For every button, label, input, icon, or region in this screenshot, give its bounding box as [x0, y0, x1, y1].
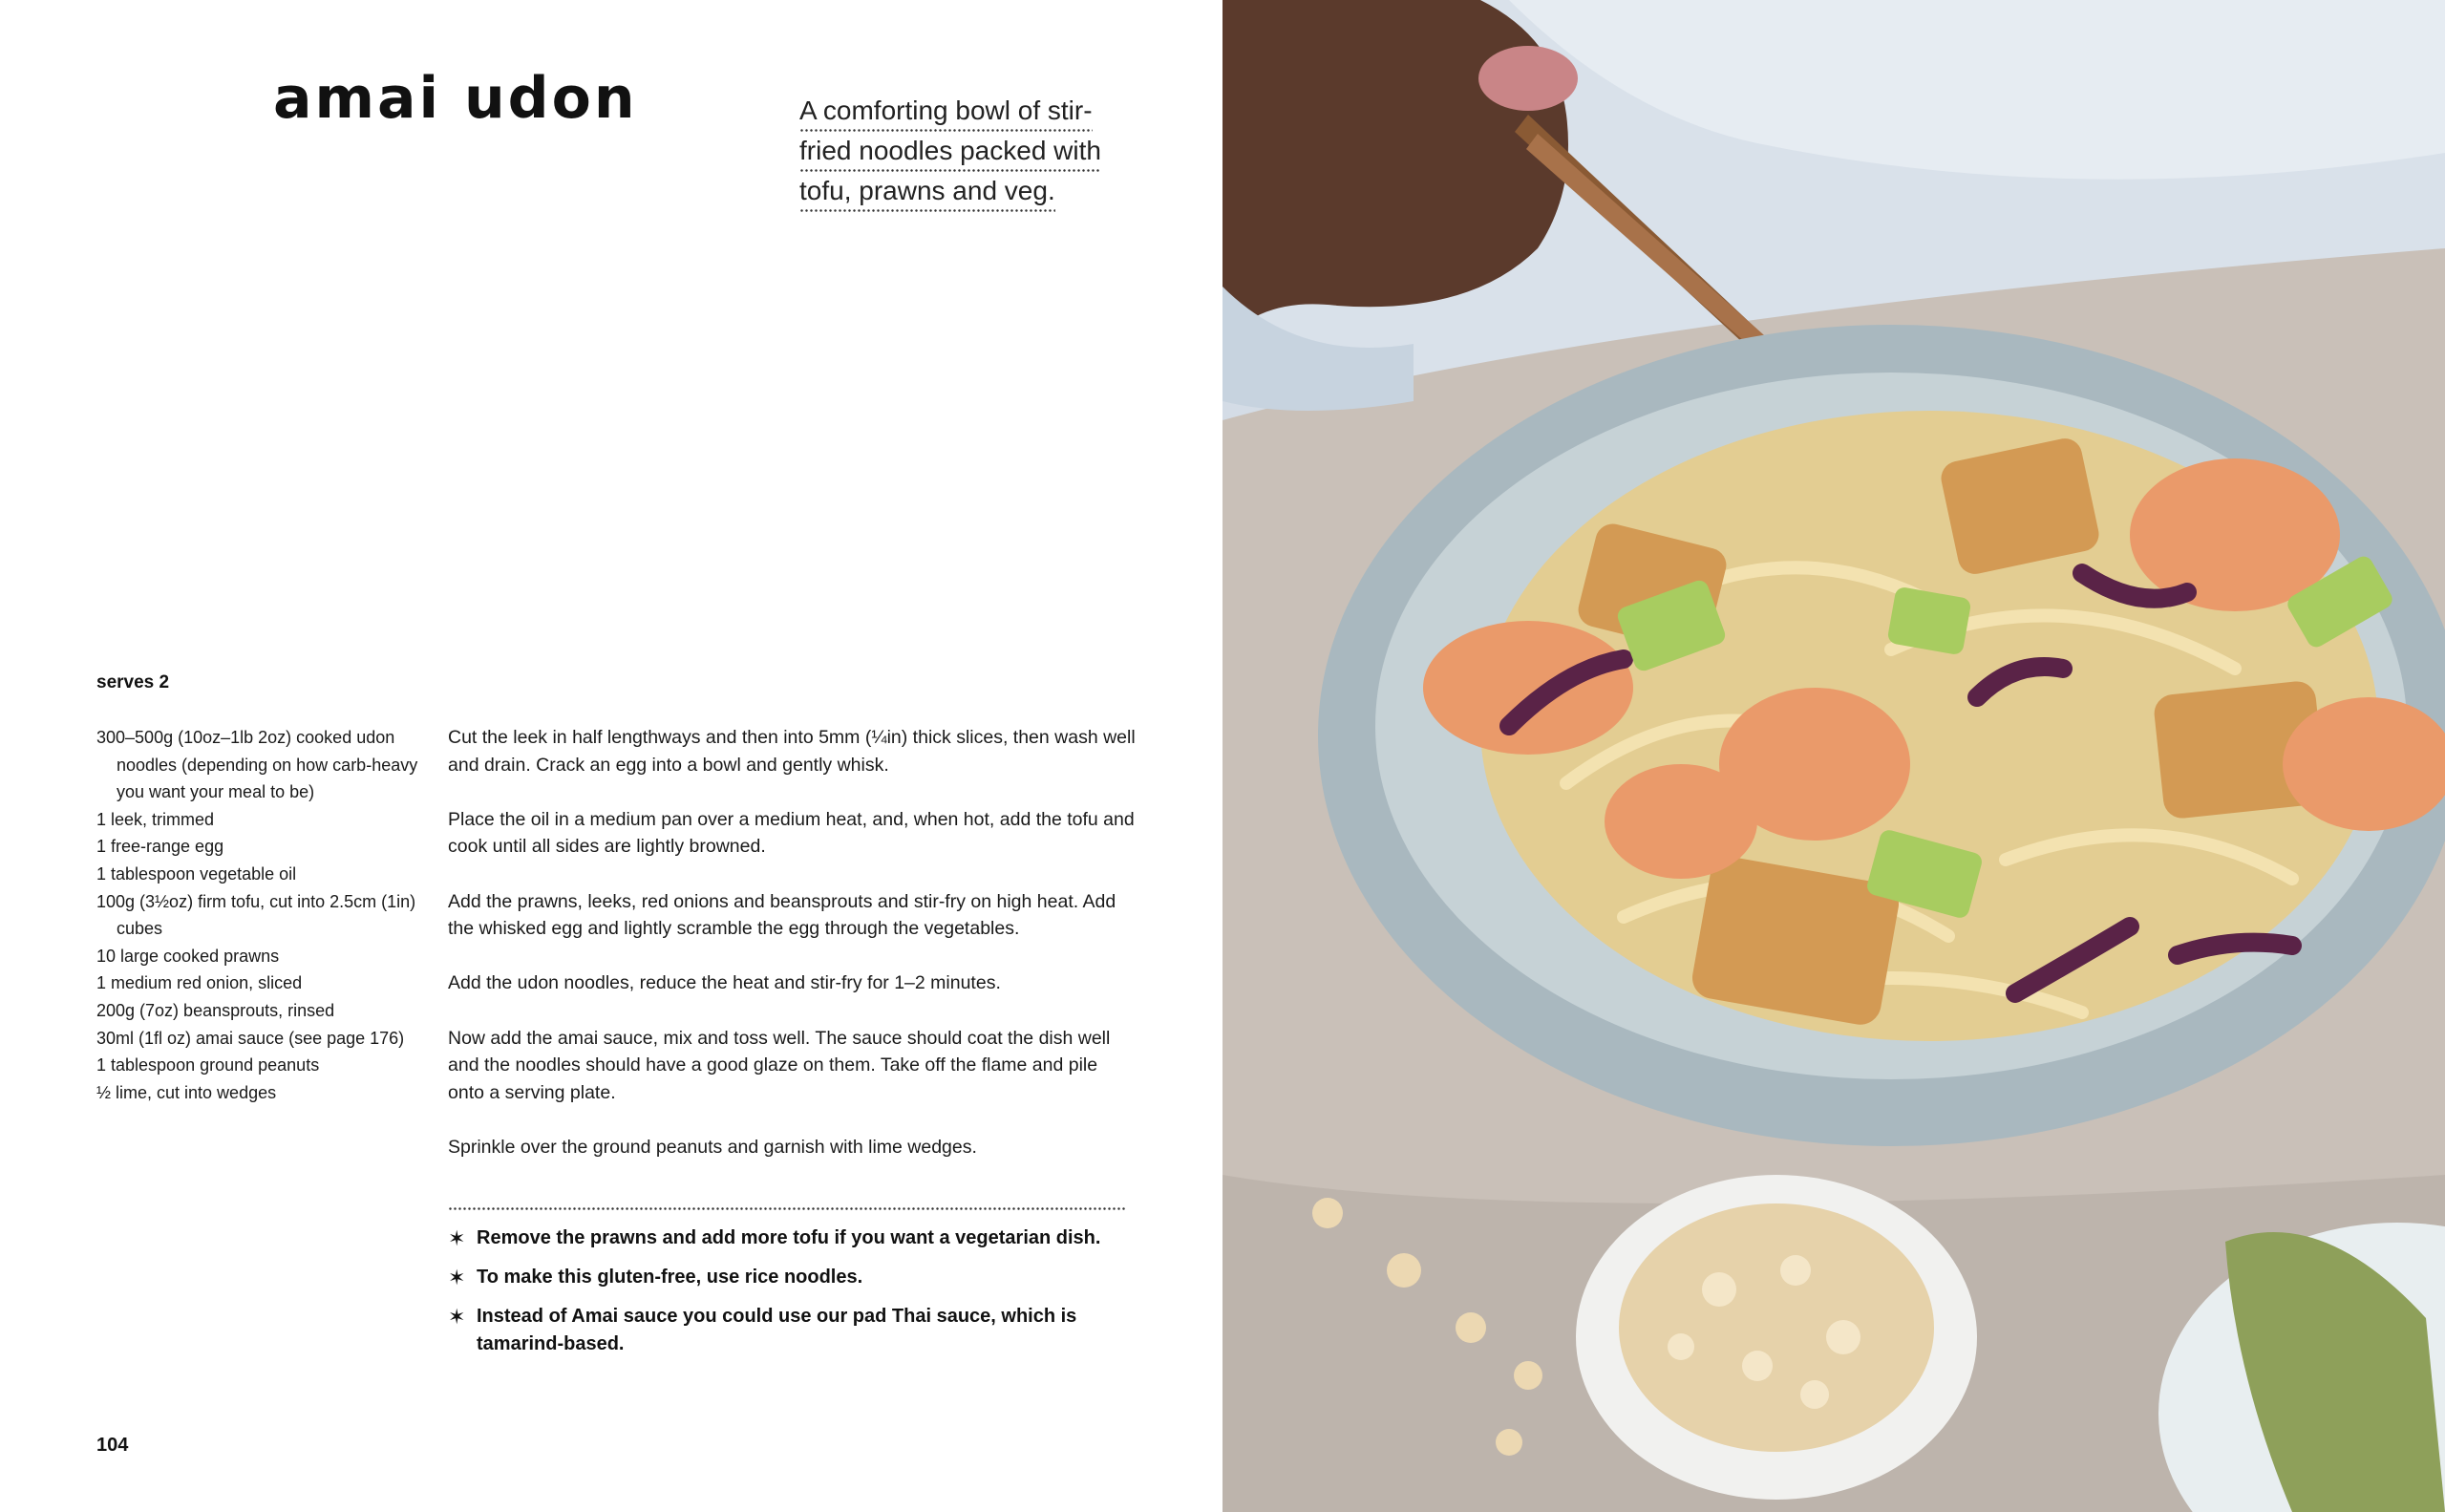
ingredient-item: 1 leek, trimmed: [96, 809, 215, 829]
intro-line: A comforting bowl of stir-: [799, 92, 1093, 132]
ingredient-item: 1 tablespoon ground peanuts: [96, 1055, 320, 1075]
intro-line: fried noodles packed with: [799, 132, 1101, 172]
tip-item: [448, 1264, 1136, 1291]
tips-list: [448, 1225, 1136, 1370]
tip-text: To make this gluten-free, use rice noodles.: [477, 1267, 863, 1288]
food-photo: [1222, 0, 2445, 1512]
tips-divider: [448, 1207, 1126, 1210]
ingredient-item: 1 medium red onion, sliced: [96, 973, 303, 993]
ingredient-item: 100g (3½oz) firm tofu, cut into 2.5cm (1in) cubes: [96, 891, 416, 939]
peanuts: [1619, 1203, 1934, 1452]
ingredient-item: ½ lime, cut into wedges: [96, 1082, 277, 1102]
method-step: Now add the amai sauce, mix and toss well. The sauce should coat the dish well and the noodles should have a good glaze on them. Take off the flame and pile onto a serving plate.: [448, 1027, 1111, 1103]
method-step: Add the prawns, leeks, red onions and beansprouts and stir-fry on high heat. Add the whisked egg and lightly scramble the egg through the vegetables.: [448, 890, 1116, 940]
method-steps: [448, 724, 1136, 1188]
recipe-title: amai udon: [273, 65, 638, 132]
page-number: 104: [96, 1435, 129, 1456]
method-step: Sprinkle over the ground peanuts and garnish with lime wedges.: [448, 1136, 977, 1158]
tip-item: [448, 1225, 1136, 1252]
recipe-page: [0, 0, 1222, 1512]
ingredient-item: 200g (7oz) beansprouts, rinsed: [96, 1000, 335, 1020]
tip-text: Instead of Amai sauce you could use our pad Thai sauce, which is tamarind-based.: [477, 1306, 1077, 1354]
serves-label: serves 2: [96, 672, 170, 692]
ingredient-item: 300–500g (10oz–1lb 2oz) cooked udon noodles (depending on how carb-heavy you want your meal to be): [96, 728, 418, 802]
star-icon: ✶: [448, 1266, 466, 1289]
udon-bowl-illustration: [1222, 0, 2445, 1512]
tip-item: [448, 1303, 1136, 1358]
method-step: Cut the leek in half lengthways and then into 5mm (¼in) thick slices, then wash well and drain. Crack an egg into a bowl and gently whisk.: [448, 727, 1136, 776]
intro-line: tofu, prawns and veg.: [799, 172, 1055, 212]
star-icon: ✶: [448, 1305, 466, 1329]
ingredient-item: 30ml (1fl oz) amai sauce (see page 176): [96, 1028, 405, 1048]
tip-text: Remove the prawns and add more tofu if you want a vegetarian dish.: [477, 1227, 1101, 1248]
ingredient-item: 1 free-range egg: [96, 837, 224, 857]
recipe-intro: [799, 92, 1124, 212]
ingredient-item: 1 tablespoon vegetable oil: [96, 863, 297, 884]
star-icon: ✶: [448, 1226, 466, 1250]
ingredient-item: 10 large cooked prawns: [96, 946, 280, 966]
method-step: Place the oil in a medium pan over a medium heat, and, when hot, add the tofu and cook until all sides are lightly browned.: [448, 808, 1135, 858]
fingernail: [1478, 46, 1578, 111]
method-step: Add the udon noodles, reduce the heat and stir-fry for 1–2 minutes.: [448, 972, 1001, 994]
ingredients-list: [96, 724, 440, 1106]
